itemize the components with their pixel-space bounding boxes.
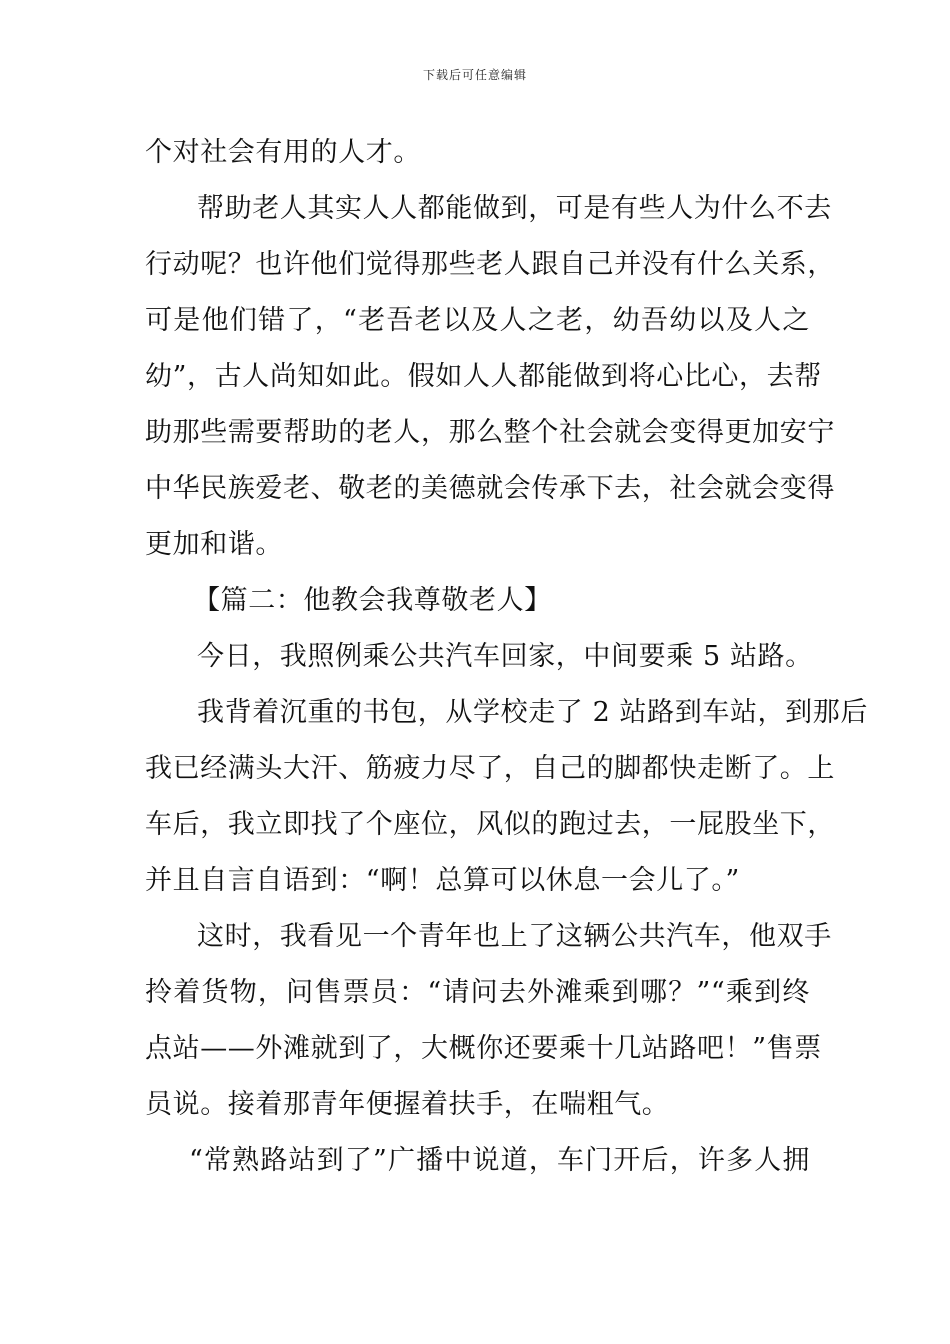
text-line: 这时，我看见一个青年也上了这辆公共汽车，他双手 (197, 921, 832, 952)
paragraph (145, 125, 810, 181)
text-line: 更加和谐。 (145, 529, 283, 560)
section-heading (145, 573, 810, 629)
text-line: 并且自言自语到：“啊！总算可以休息一会儿了。” (145, 865, 740, 896)
text-line: 助那些需要帮助的老人，那么整个社会就会变得更加安宁 (145, 417, 835, 448)
text-line: 幼”，古人尚知如此。假如人人都能做到将心比心，去帮 (145, 361, 822, 392)
text-line: 车后，我立即找了个座位，风似的跑过去，一屁股坐下， (145, 809, 835, 840)
text-line: 我背着沉重的书包，从学校走了 2 站路到车站，到那后 (197, 697, 868, 728)
text-line: 行动呢？也许他们觉得那些老人跟自己并没有什么关系， (145, 249, 835, 280)
document-body (145, 125, 868, 1189)
text-line: 点站——外滩就到了，大概你还要乘十几站路吧！”售票 (145, 1033, 822, 1064)
text-line: “常熟路站到了”广播中说道，车门开后，许多人拥 (189, 1145, 810, 1176)
page-header-note: 下载后可任意编辑 (422, 68, 527, 82)
text-line: 今日，我照例乘公共汽车回家，中间要乘 5 站路。 (197, 641, 813, 672)
text-line: 可是他们错了，“老吾老以及人之老，幼吾幼以及人之 (145, 305, 810, 336)
paragraph (145, 629, 813, 685)
text-line: 我已经满头大汗、筋疲力尽了，自己的脚都快走断了。上 (145, 753, 835, 784)
paragraph (145, 181, 835, 573)
text-line: 拎着货物，问售票员：“请问去外滩乘到哪？”“乘到终 (145, 977, 810, 1008)
section-heading-text: 【篇二：他教会我尊敬老人】 (193, 585, 552, 616)
paragraph (145, 685, 868, 909)
text-line: 个对社会有用的人才。 (145, 137, 421, 168)
text-line: 员说。接着那青年便握着扶手，在喘粗气。 (145, 1089, 670, 1120)
text-line: 中华民族爱老、敬老的美德就会传承下去，社会就会变得 (145, 473, 835, 504)
text-line: 帮助老人其实人人都能做到，可是有些人为什么不去 (197, 193, 832, 224)
paragraph (145, 909, 832, 1133)
paragraph (145, 1133, 810, 1189)
